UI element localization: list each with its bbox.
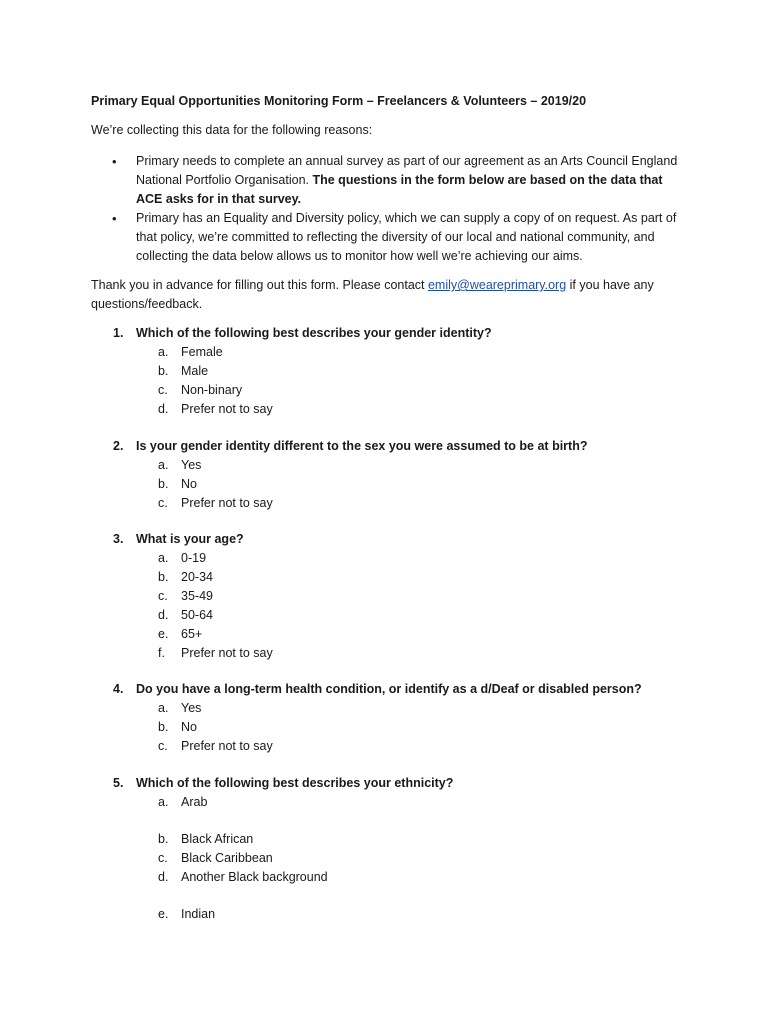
answer-option[interactable] — [113, 830, 453, 849]
answer-option[interactable] — [113, 362, 492, 381]
option-letter: d. — [158, 870, 169, 884]
question-text: Do you have a long-term health condition, or identify as a d/Deaf or disabled person? — [136, 682, 642, 696]
option-label: Prefer not to say — [181, 739, 273, 753]
question-number: 5. — [113, 776, 124, 790]
question-gender-identity — [113, 324, 492, 419]
option-label: No — [181, 720, 197, 734]
answer-options — [113, 549, 273, 663]
answer-option[interactable] — [113, 549, 273, 568]
option-label: Yes — [181, 701, 202, 715]
thanks-text-end: if you have any questions/feedback. — [91, 278, 654, 311]
option-letter: f. — [158, 646, 165, 660]
reason-item — [91, 209, 691, 266]
option-letter: b. — [158, 832, 169, 846]
option-label: 20-34 — [181, 570, 213, 584]
answer-option[interactable] — [113, 400, 492, 419]
question-heading — [113, 680, 642, 699]
answer-option[interactable] — [113, 568, 273, 587]
option-label: Black Caribbean — [181, 851, 273, 865]
option-label: Black African — [181, 832, 254, 846]
option-label: Indian — [181, 907, 216, 921]
question-age — [113, 530, 273, 663]
answer-option[interactable] — [113, 644, 273, 663]
reasons-list — [91, 152, 691, 266]
question-text: What is your age? — [136, 532, 244, 546]
reason-text: Primary has an Equality and Diversity policy, which we can supply a copy of on request. As part of that policy, we’re committed to reflecting the diversity of our local and national community, and collecting the data below allows us to monitor how well we’re achieving our aims. — [136, 211, 677, 263]
option-letter: b. — [158, 720, 169, 734]
question-text: Which of the following best describes your ethnicity? — [136, 776, 454, 790]
question-ethnicity — [113, 774, 453, 924]
option-label: 0-19 — [181, 551, 207, 565]
question-text: Which of the following best describes your gender identity? — [136, 326, 492, 340]
option-label: 65+ — [181, 627, 203, 641]
answer-option[interactable] — [113, 625, 273, 644]
answer-option[interactable] — [113, 494, 587, 513]
bullet-icon: • — [112, 211, 117, 226]
option-letter: a. — [158, 458, 169, 472]
option-label: Non-binary — [181, 383, 243, 397]
option-letter: c. — [158, 496, 168, 510]
question-heading — [113, 530, 273, 549]
form-title: Primary Equal Opportunities Monitoring Form – Freelancers & Volunteers – 2019/20 — [91, 94, 587, 108]
answer-option[interactable] — [113, 381, 492, 400]
option-letter: b. — [158, 364, 169, 378]
option-label: 35-49 — [181, 589, 213, 603]
option-label: Yes — [181, 458, 202, 472]
question-heading — [113, 324, 492, 343]
answer-option[interactable] — [113, 475, 587, 494]
answer-options — [113, 793, 453, 924]
option-label: Prefer not to say — [181, 402, 273, 416]
option-letter: a. — [158, 795, 169, 809]
option-letter: a. — [158, 345, 169, 359]
answer-option[interactable] — [113, 849, 453, 868]
answer-option[interactable] — [113, 718, 642, 737]
intro-text: We’re collecting this data for the following reasons: — [91, 123, 373, 137]
answer-option[interactable] — [113, 868, 453, 887]
option-label: Prefer not to say — [181, 496, 273, 510]
option-letter: d. — [158, 608, 169, 622]
option-letter: e. — [158, 907, 169, 921]
option-label: Another Black background — [181, 870, 328, 884]
question-disability — [113, 680, 642, 756]
option-letter: a. — [158, 701, 169, 715]
option-letter: c. — [158, 739, 168, 753]
option-letter: c. — [158, 589, 168, 603]
question-number: 3. — [113, 532, 124, 546]
answer-option[interactable] — [113, 699, 642, 718]
option-letter: c. — [158, 383, 168, 397]
option-label: No — [181, 477, 197, 491]
question-number: 1. — [113, 326, 124, 340]
question-heading — [113, 437, 587, 456]
question-text: Is your gender identity different to the sex you were assumed to be at birth? — [136, 439, 588, 453]
option-label: Male — [181, 364, 209, 378]
question-gender-birth — [113, 437, 587, 513]
answer-options — [113, 343, 492, 419]
reason-item — [91, 152, 691, 209]
contact-email-link[interactable]: emily@weareprimary.org — [427, 278, 567, 292]
answer-option[interactable] — [113, 456, 587, 475]
answer-option[interactable] — [113, 606, 273, 625]
answer-option[interactable] — [113, 793, 453, 812]
option-label: Female — [181, 345, 223, 359]
reason-text: Primary needs to complete an annual survey as part of our agreement as an Arts Council England National Portfolio Organisation. — [136, 154, 678, 187]
option-letter: c. — [158, 851, 168, 865]
option-letter: a. — [158, 551, 169, 565]
answer-option[interactable] — [113, 737, 642, 756]
question-heading — [113, 774, 453, 793]
option-label: Prefer not to say — [181, 646, 273, 660]
option-letter: b. — [158, 570, 169, 584]
question-number: 4. — [113, 682, 124, 696]
bullet-icon: • — [112, 154, 117, 169]
reason-bold-text: The questions in the form below are based on the data that ACE asks for in that survey. — [136, 173, 663, 206]
answer-option[interactable] — [113, 343, 492, 362]
answer-option[interactable] — [113, 905, 453, 924]
answer-options — [113, 699, 642, 756]
option-letter: e. — [158, 627, 169, 641]
thanks-paragraph — [91, 276, 691, 314]
thanks-text: Thank you in advance for filling out this form. Please contact — [91, 278, 428, 292]
answer-option[interactable] — [113, 587, 273, 606]
option-letter: d. — [158, 402, 169, 416]
option-label: 50-64 — [181, 608, 213, 622]
option-letter: b. — [158, 477, 169, 491]
answer-options — [113, 456, 587, 513]
option-label: Arab — [181, 795, 208, 809]
question-number: 2. — [113, 439, 124, 453]
